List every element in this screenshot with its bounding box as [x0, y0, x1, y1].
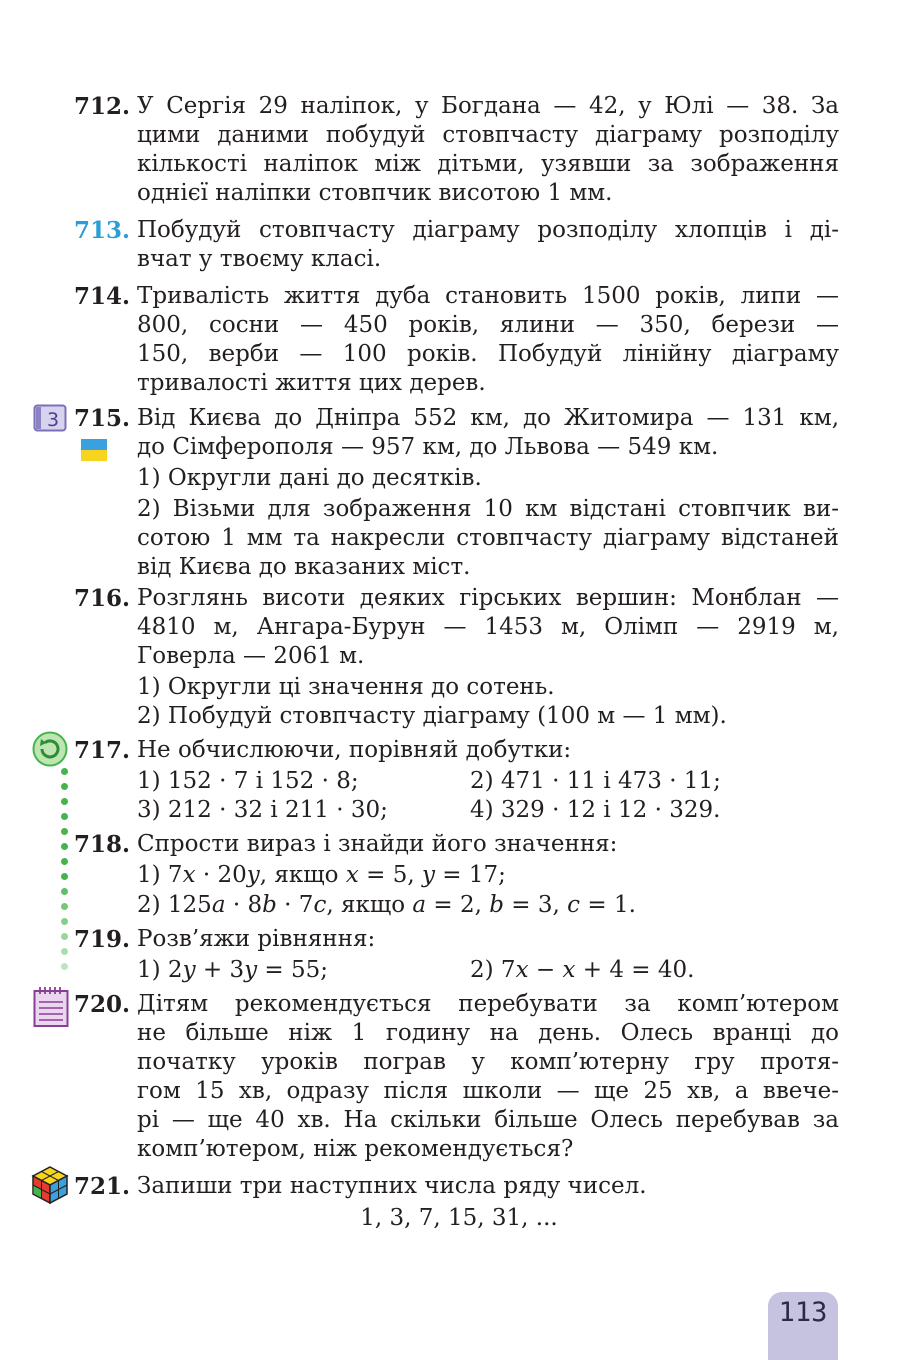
problem-number: 719.	[74, 926, 131, 953]
problem-text-line: 2) Побудуй стовпчасту діаграму (100 м — 1 мм).	[137, 703, 727, 729]
problem-item: 2) 125a · 8b · 7c, якщо a = 2, b = 3, c = 1.	[137, 892, 636, 918]
number-sequence: 1, 3, 7, 15, 31, ...	[360, 1205, 558, 1231]
problem-number: 714.	[74, 283, 131, 310]
problem-text-line: Говерла — 2061 м.	[137, 643, 365, 669]
problem-text-line: Запиши три наступних числа ряду чисел.	[137, 1173, 647, 1199]
page-number: 113	[778, 1297, 828, 1328]
problem-text-line: 2) Візьми для зображення 10 км відстані стовпчик ви-	[137, 496, 839, 522]
notepad-icon	[33, 986, 69, 1032]
problem-text-line: початку уроків пограв у комп’ютерну гру протя-	[137, 1049, 839, 1075]
problem-text-line: Розглянь висоти деяких гірських вершин: Монблан —	[137, 585, 839, 611]
problem-item: 1) 2y + 3y = 55;	[137, 957, 329, 983]
ukraine-flag-icon	[81, 439, 107, 465]
problem-number: 713.	[74, 217, 131, 244]
problem-text-line: Тривалість життя дуба становить 1500 років, липи —	[137, 283, 839, 309]
problem-number: 712.	[74, 93, 131, 120]
problem-item: 2) 7x − x + 4 = 40.	[470, 957, 695, 983]
problem-text-line: комп’ютером, ніж рекомендується?	[137, 1136, 574, 1162]
problem-text-line: 800, сосни — 450 років, ялини — 350, берези —	[137, 312, 839, 338]
problem-text-line: Розв’яжи рівняння:	[137, 926, 376, 952]
problem-text-line: не більше ніж 1 годину на день. Олесь вранці до	[137, 1020, 839, 1046]
level-3-badge-icon	[33, 404, 67, 436]
problem-item: 1) 7x · 20y, якщо x = 5, y = 17;	[137, 862, 506, 888]
problem-number: 718.	[74, 831, 131, 858]
problem-text-line: 4810 м, Ангара-Бурун — 1453 м, Олімп — 2919 м,	[137, 614, 839, 640]
problem-text-line: 1) Округли дані до десятків.	[137, 465, 482, 491]
problem-number: 721.	[74, 1173, 131, 1200]
problem-text-line: У Сергія 29 наліпок, у Богдана — 42, у Юлі — 38. За	[137, 93, 839, 119]
problem-text-line: 150, верби — 100 років. Побудуй лінійну діаграму	[137, 341, 839, 367]
problem-text-line: рі — ще 40 хв. На скільки більше Олесь перебував за	[137, 1107, 839, 1133]
problem-text-line: Дітям рекомендується перебувати за комп’ютером	[137, 991, 839, 1017]
problem-text-line: гом 15 хв, одразу після школи — ще 25 хв, а ввече-	[137, 1078, 839, 1104]
problem-item: 4) 329 · 12 і 12 · 329.	[470, 797, 721, 823]
repeat-arrow-icon	[32, 731, 68, 771]
problem-text-line: кількості наліпок між дітьми, узявши за зображення	[137, 151, 839, 177]
problem-text-line: сотою 1 мм та накресли стовпчасту діаграму відстаней	[137, 525, 839, 551]
problem-text-line: Побудуй стовпчасту діаграму розподілу хлопців і ді-	[137, 217, 839, 243]
problem-text-line: Не обчислюючи, порівняй добутки:	[137, 737, 572, 763]
problem-text-line: вчат у твоєму класі.	[137, 246, 382, 272]
problem-text-line: цими даними побудуй стовпчасту діаграму розподілу	[137, 122, 839, 148]
problem-item: 3) 212 · 32 і 211 · 30;	[137, 797, 388, 823]
problem-text-line: 1) Округли ці значення до сотень.	[137, 674, 555, 700]
problem-number: 716.	[74, 585, 131, 612]
problem-text-line: до Сімферополя — 957 км, до Львова — 549 км.	[137, 434, 719, 460]
problem-number: 717.	[74, 737, 131, 764]
problem-number: 720.	[74, 991, 131, 1018]
rubik-cube-icon	[31, 1165, 69, 1209]
problem-item: 1) 152 · 7 і 152 · 8;	[137, 768, 359, 794]
level-badge-label: 3	[46, 409, 60, 431]
problem-item: 2) 471 · 11 і 473 · 11;	[470, 768, 721, 794]
problem-text-line: однієї наліпки стовпчик висотою 1 мм.	[137, 180, 613, 206]
problem-text-line: Спрости вираз і знайди його значення:	[137, 831, 618, 857]
problem-text-line: Від Києва до Дніпра 552 км, до Житомира — 131 км,	[137, 405, 839, 431]
problem-text-line: тривалості життя цих дерев.	[137, 370, 486, 396]
problem-number: 715.	[74, 405, 131, 432]
problem-text-line: від Києва до вказаних міст.	[137, 554, 471, 580]
